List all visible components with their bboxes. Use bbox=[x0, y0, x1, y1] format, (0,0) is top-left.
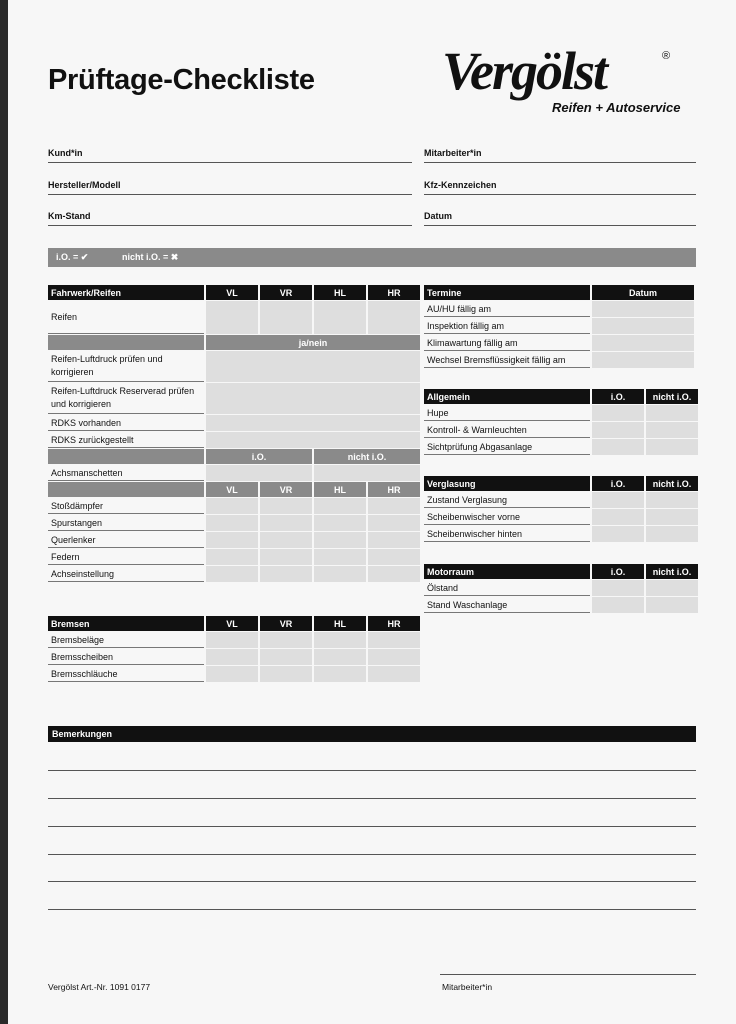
col-hl: HL bbox=[314, 285, 366, 300]
col-io: i.O. bbox=[592, 564, 644, 579]
row-label: Hupe bbox=[424, 405, 590, 421]
col-vl: VL bbox=[206, 616, 258, 631]
col-io: i.O. bbox=[592, 476, 644, 491]
check-cell[interactable] bbox=[260, 566, 312, 582]
col-hr: HR bbox=[368, 285, 420, 300]
row-label: Zustand Verglasung bbox=[424, 492, 590, 508]
check-cell[interactable] bbox=[368, 666, 420, 682]
check-cell[interactable] bbox=[260, 632, 312, 648]
row-label: Reifen-Luftdruck Reserverad prüfen und korrigieren bbox=[48, 383, 204, 414]
col-nio: nicht i.O. bbox=[646, 389, 698, 404]
check-cell[interactable] bbox=[592, 492, 644, 508]
row-label: Sichtprüfung Abgasanlage bbox=[424, 439, 590, 455]
check-cell[interactable] bbox=[206, 515, 258, 531]
row-label: Wechsel Bremsflüssigkeit fällig am bbox=[424, 352, 590, 368]
table-engine-bay bbox=[422, 563, 700, 614]
check-cell[interactable] bbox=[646, 526, 698, 542]
legend-nio: nicht i.O. = ✖ bbox=[122, 252, 179, 262]
remarks-line[interactable] bbox=[48, 881, 696, 882]
check-cell[interactable] bbox=[646, 405, 698, 421]
check-cell[interactable] bbox=[206, 666, 258, 682]
col-io: i.O. bbox=[592, 389, 644, 404]
check-cell[interactable] bbox=[646, 492, 698, 508]
date-cell[interactable] bbox=[592, 301, 694, 317]
date-cell[interactable] bbox=[592, 335, 694, 351]
row-label: Ölstand bbox=[424, 580, 590, 596]
col-hr: HR bbox=[368, 616, 420, 631]
check-cell[interactable] bbox=[314, 649, 366, 665]
remarks-line[interactable] bbox=[48, 909, 696, 910]
check-cell[interactable] bbox=[260, 666, 312, 682]
check-cell[interactable] bbox=[314, 566, 366, 582]
check-cell[interactable] bbox=[592, 422, 644, 438]
row-label: Federn bbox=[48, 549, 204, 565]
check-cell[interactable] bbox=[206, 432, 420, 448]
check-cell[interactable] bbox=[646, 509, 698, 525]
table-header: Motorraum bbox=[424, 564, 590, 579]
check-cell[interactable] bbox=[592, 580, 644, 596]
registered-mark: ® bbox=[662, 50, 671, 62]
check-cell[interactable] bbox=[368, 549, 420, 565]
signature-label: Mitarbeiter*in bbox=[442, 982, 493, 992]
row-label: Querlenker bbox=[48, 532, 204, 548]
row-label: Achseinstellung bbox=[48, 566, 204, 582]
row-label: AU/HU fällig am bbox=[424, 301, 590, 317]
col-vr: VR bbox=[260, 616, 312, 631]
check-cell[interactable] bbox=[646, 439, 698, 455]
check-cell[interactable] bbox=[592, 509, 644, 525]
check-cell[interactable] bbox=[368, 301, 420, 334]
table-header: Termine bbox=[424, 285, 590, 300]
check-cell[interactable] bbox=[260, 498, 312, 514]
col-hr: HR bbox=[368, 482, 420, 497]
page-edge-shadow bbox=[0, 0, 8, 1024]
signature-line[interactable] bbox=[440, 974, 696, 975]
row-label: Kontroll- & Warnleuchten bbox=[424, 422, 590, 438]
table-chassis-tires bbox=[46, 284, 422, 583]
check-cell[interactable] bbox=[206, 465, 312, 481]
legend-bar bbox=[48, 248, 696, 267]
remarks-line[interactable] bbox=[48, 770, 696, 771]
row-label: Inspektion fällig am bbox=[424, 318, 590, 334]
row-label: Stand Waschanlage bbox=[424, 597, 590, 613]
page-title: Prüftage-Checkliste bbox=[48, 64, 315, 96]
check-cell[interactable] bbox=[260, 549, 312, 565]
col-hl: HL bbox=[314, 482, 366, 497]
col-vl: VL bbox=[206, 285, 258, 300]
check-cell[interactable] bbox=[260, 649, 312, 665]
check-cell[interactable] bbox=[314, 666, 366, 682]
subheader-nio: nicht i.O. bbox=[314, 449, 420, 464]
check-cell[interactable] bbox=[314, 465, 420, 481]
check-cell[interactable] bbox=[260, 532, 312, 548]
remarks-label: Bemerkungen bbox=[52, 729, 113, 739]
date-cell[interactable] bbox=[592, 318, 694, 334]
check-cell[interactable] bbox=[314, 515, 366, 531]
table-appointments bbox=[422, 284, 696, 369]
check-cell[interactable] bbox=[368, 515, 420, 531]
row-label: Bremsscheiben bbox=[48, 649, 204, 665]
legend-io: i.O. = ✔ bbox=[56, 252, 89, 262]
check-cell[interactable] bbox=[206, 566, 258, 582]
check-cell[interactable] bbox=[206, 351, 420, 382]
row-label: Scheibenwischer hinten bbox=[424, 526, 590, 542]
field-make-model[interactable]: Hersteller/Modell bbox=[48, 180, 412, 195]
row-label: RDKS vorhanden bbox=[48, 415, 204, 431]
remarks-line[interactable] bbox=[48, 854, 696, 855]
field-license-plate[interactable]: Kfz-Kennzeichen bbox=[424, 180, 696, 195]
table-brakes bbox=[46, 615, 422, 683]
logo-tagline: Reifen + Autoservice bbox=[552, 100, 681, 115]
date-cell[interactable] bbox=[592, 352, 694, 368]
row-label: Scheibenwischer vorne bbox=[424, 509, 590, 525]
row-label: Bremsschläuche bbox=[48, 666, 204, 682]
field-mileage[interactable]: Km-Stand bbox=[48, 211, 412, 226]
col-vl: VL bbox=[206, 482, 258, 497]
check-cell[interactable] bbox=[206, 532, 258, 548]
check-cell[interactable] bbox=[592, 439, 644, 455]
col-hl: HL bbox=[314, 616, 366, 631]
check-cell[interactable] bbox=[314, 632, 366, 648]
check-cell[interactable] bbox=[368, 498, 420, 514]
check-cell[interactable] bbox=[592, 405, 644, 421]
row-label: Bremsbeläge bbox=[48, 632, 204, 648]
check-cell[interactable] bbox=[368, 532, 420, 548]
table-subheader-blank bbox=[48, 449, 204, 464]
check-cell[interactable] bbox=[646, 422, 698, 438]
col-vr: VR bbox=[260, 482, 312, 497]
col-vr: VR bbox=[260, 285, 312, 300]
subheader-io: i.O. bbox=[206, 449, 312, 464]
check-cell[interactable] bbox=[592, 526, 644, 542]
row-label: Spurstangen bbox=[48, 515, 204, 531]
row-label: RDKS zurückgestellt bbox=[48, 432, 204, 448]
col-date: Datum bbox=[592, 285, 694, 300]
row-label: Stoßdämpfer bbox=[48, 498, 204, 514]
check-cell[interactable] bbox=[260, 515, 312, 531]
table-general bbox=[422, 388, 700, 456]
row-label: Achsmanschetten bbox=[48, 465, 204, 481]
check-cell[interactable] bbox=[314, 532, 366, 548]
remarks-header bbox=[48, 726, 696, 742]
col-nio: nicht i.O. bbox=[646, 564, 698, 579]
check-cell[interactable] bbox=[314, 301, 366, 334]
table-header: Allgemein bbox=[424, 389, 590, 404]
col-nio: nicht i.O. bbox=[646, 476, 698, 491]
field-customer[interactable]: Kund*in bbox=[48, 148, 412, 163]
article-number: Vergölst Art.-Nr. 1091 0177 bbox=[48, 982, 151, 992]
check-cell[interactable] bbox=[260, 301, 312, 334]
table-glazing bbox=[422, 475, 700, 543]
remarks-line[interactable] bbox=[48, 798, 696, 799]
check-cell[interactable] bbox=[368, 566, 420, 582]
check-cell[interactable] bbox=[592, 597, 644, 613]
check-cell[interactable] bbox=[368, 632, 420, 648]
check-cell[interactable] bbox=[314, 498, 366, 514]
check-cell[interactable] bbox=[206, 549, 258, 565]
row-label: Reifen bbox=[48, 301, 204, 334]
check-cell[interactable] bbox=[206, 632, 258, 648]
row-label: Klimawartung fällig am bbox=[424, 335, 590, 351]
table-subheader-blank bbox=[48, 482, 204, 497]
check-cell[interactable] bbox=[368, 649, 420, 665]
table-header: Bremsen bbox=[48, 616, 204, 631]
subheader-yes-no: ja/nein bbox=[206, 335, 420, 350]
check-cell[interactable] bbox=[206, 649, 258, 665]
check-cell[interactable] bbox=[206, 301, 258, 334]
field-date[interactable]: Datum bbox=[424, 211, 696, 226]
check-cell[interactable] bbox=[646, 597, 698, 613]
remarks-line[interactable] bbox=[48, 826, 696, 827]
check-cell[interactable] bbox=[646, 580, 698, 596]
table-subheader-blank bbox=[48, 335, 204, 350]
check-cell[interactable] bbox=[206, 383, 420, 414]
check-cell[interactable] bbox=[314, 549, 366, 565]
vergoelst-logo: Vergölst bbox=[442, 41, 607, 101]
check-cell[interactable] bbox=[206, 415, 420, 431]
table-header: Fahrwerk/Reifen bbox=[48, 285, 204, 300]
check-cell[interactable] bbox=[206, 498, 258, 514]
row-label: Reifen-Luftdruck prüfen und korrigieren bbox=[48, 351, 204, 382]
table-header: Verglasung bbox=[424, 476, 590, 491]
field-employee[interactable]: Mitarbeiter*in bbox=[424, 148, 696, 163]
